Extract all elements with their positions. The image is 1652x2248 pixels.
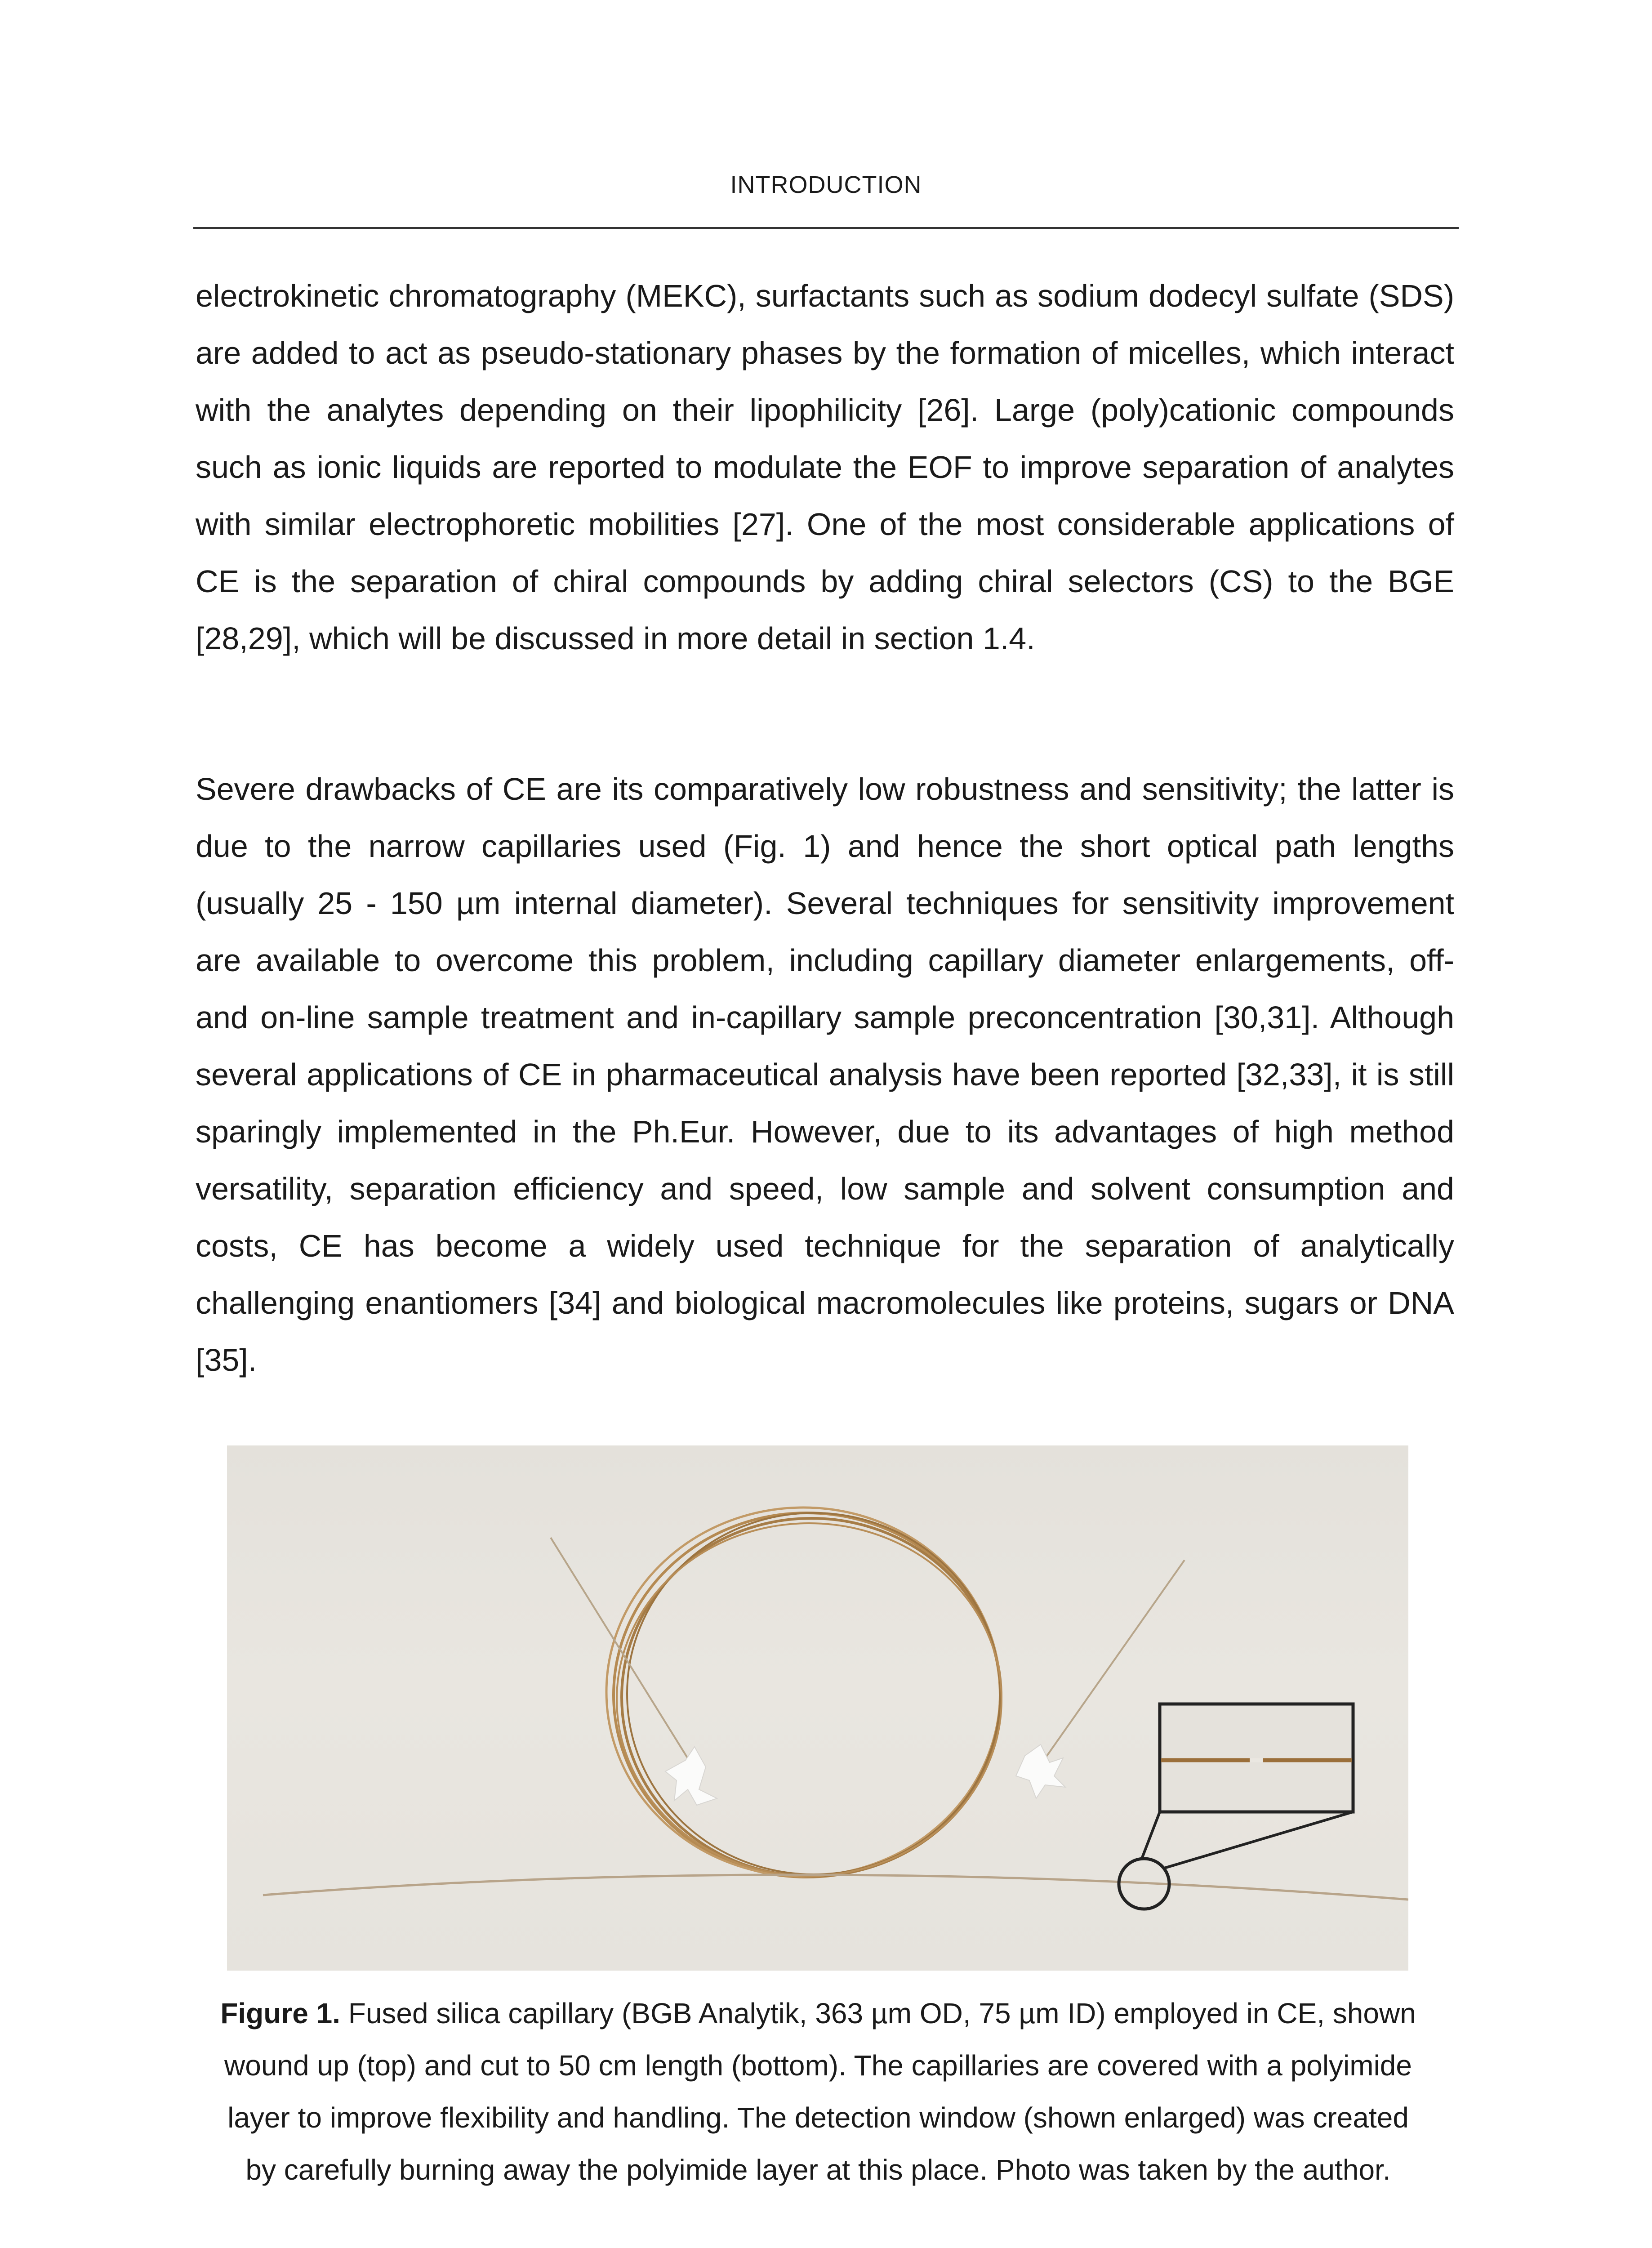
capillary-illustration	[227, 1445, 1408, 1971]
detection-window-inset	[1160, 1704, 1353, 1812]
zoom-connector-left	[1142, 1812, 1160, 1859]
zoom-connector-right	[1164, 1812, 1353, 1868]
figure-photo-capillary	[227, 1445, 1408, 1971]
capillary-loose-ends	[551, 1538, 1184, 1769]
cut-capillary	[263, 1875, 1408, 1900]
figure-caption	[220, 1987, 1416, 2196]
body-paragraph-1: electrokinetic chromatography (MEKC), surfactants such as sodium dodecyl sulfate (SDS) are added to act as pseudo-stationary phases by the formation of micelles, which interact with the analytes depending on their lipophilicity [26]. Large (poly)cationic compounds such as ionic liquids are reported to modulate the EOF to improve separation of analytes with similar electrophoretic mobilities [27]. One of the most considerable applications of CE is the separation of chiral compounds by adding chiral selectors (CS) to the BGE [28,29], which will be discussed in more detail in section 1.4.	[196, 278, 1454, 656]
body-paragraph-2: Severe drawbacks of CE are its comparatively low robustness and sensitivity; the latter is due to the narrow capillaries used (Fig. 1) and hence the short optical path lengths (usually 25 - 150 µm internal diameter). Several techniques for sensitivity improvement are available to overcome this problem, including capillary diameter enlargements, off- and on-line sample treatment and in-capillary sample preconcentration [30,31]. Although several applications of CE in pharmaceutical analysis have been reported [32,33], it is still sparingly implemented in the Ph.Eur. However, due to its advantages of high method versatility, separation efficiency and speed, low sample and solvent consumption and costs, CE has become a widely used technique for the separation of analytically challenging enantiomers [34] and biological macromolecules like proteins, sugars or DNA [35].	[196, 772, 1454, 1378]
figure-caption-text: Fused silica capillary (BGB Analytik, 363 µm OD, 75 µm ID) employed in CE, shown wound up (top) and cut to 50 cm length (bottom). The capillaries are covered with a polyimide layer to improve flexibility and handling. The detection window (shown enlarged) was created by carefully burning away the polyimide layer at this place. Photo was taken by the author.	[224, 1997, 1416, 2186]
capillary-ties	[665, 1744, 1065, 1805]
page-header: INTRODUCTION	[730, 171, 922, 198]
figure-label: Figure 1.	[220, 1997, 340, 2029]
header-divider	[193, 227, 1459, 229]
coiled-capillary	[606, 1508, 1002, 1877]
